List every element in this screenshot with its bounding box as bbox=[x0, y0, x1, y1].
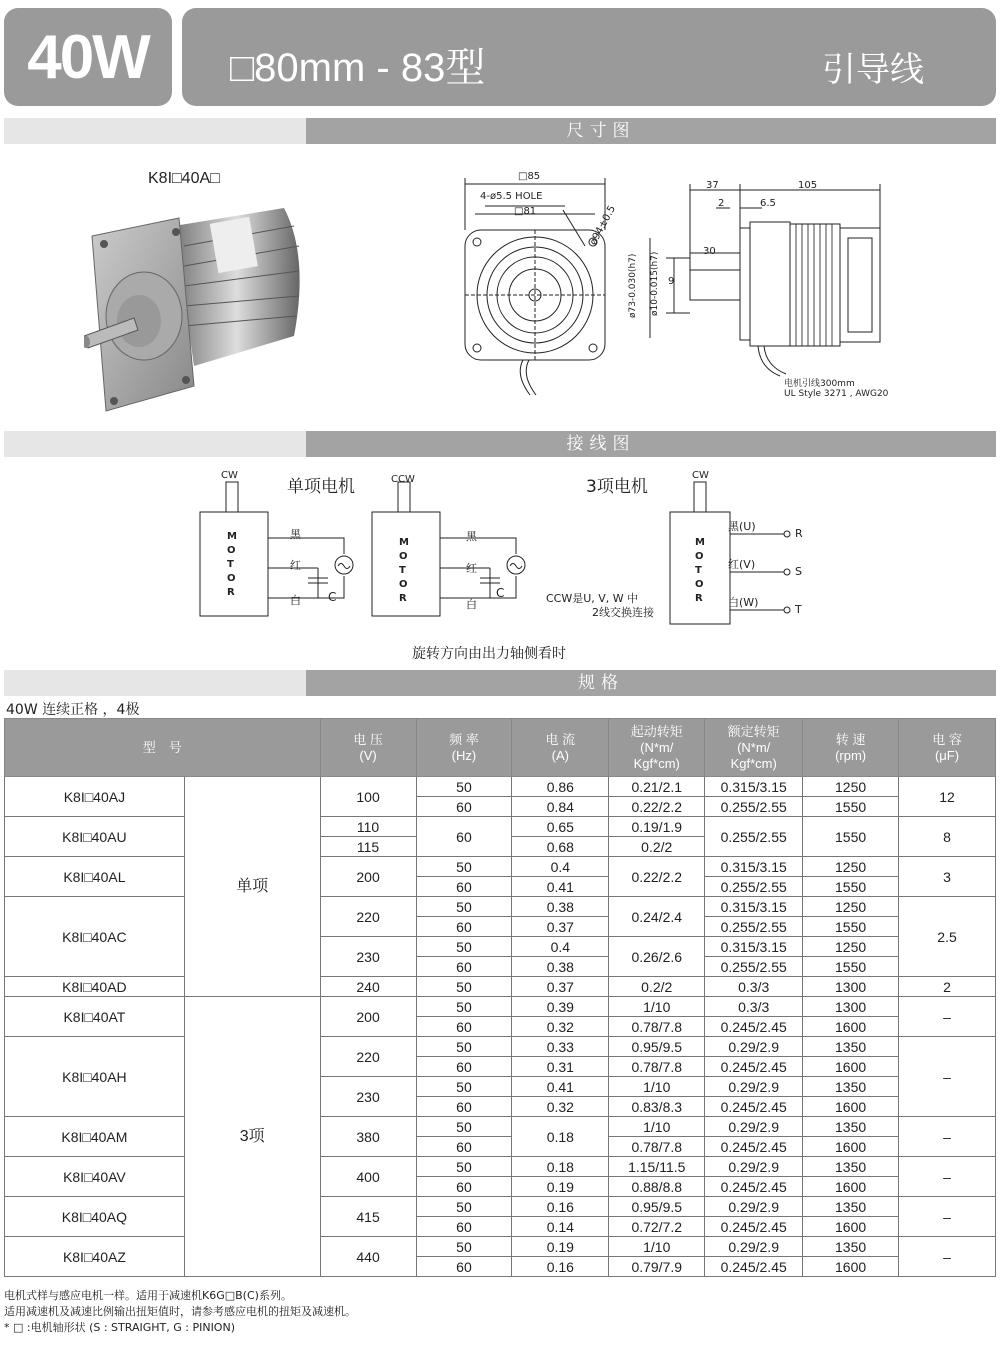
rated-torque-cell: 0.29/2.9 bbox=[705, 1157, 803, 1177]
start-torque-cell: 0.79/7.9 bbox=[609, 1257, 705, 1277]
table-row bbox=[5, 1037, 996, 1057]
table-row bbox=[5, 817, 996, 837]
table-row bbox=[5, 1117, 996, 1137]
voltage-cell: 200 bbox=[320, 997, 416, 1037]
current-cell: 0.31 bbox=[512, 1057, 609, 1077]
table-row bbox=[5, 1197, 996, 1217]
rated-torque-cell: 0.245/2.45 bbox=[705, 1137, 803, 1157]
current-cell: 0.19 bbox=[512, 1177, 609, 1197]
freq-cell: 50 bbox=[416, 1117, 512, 1137]
freq-cell: 50 bbox=[416, 1077, 512, 1097]
freq-cell: 50 bbox=[416, 1237, 512, 1257]
wire-u: 黑(U) bbox=[728, 520, 756, 533]
start-torque-cell: 0.88/8.8 bbox=[609, 1177, 705, 1197]
voltage-cell: 100 bbox=[320, 777, 416, 817]
table-header-row bbox=[5, 719, 996, 777]
current-cell: 0.16 bbox=[512, 1197, 609, 1217]
freq-cell: 60 bbox=[416, 797, 512, 817]
freq-cell: 60 bbox=[416, 917, 512, 937]
voltage-cell: 240 bbox=[320, 977, 416, 997]
current-cell: 0.14 bbox=[512, 1217, 609, 1237]
rated-torque-cell: 0.315/3.15 bbox=[705, 897, 803, 917]
th-speed: 转 速 (rpm) bbox=[803, 719, 899, 777]
freq-cell: 60 bbox=[416, 1057, 512, 1077]
speed-cell: 1550 bbox=[803, 817, 899, 857]
wire-w: 白(W) bbox=[728, 596, 759, 609]
current-cell: 0.32 bbox=[512, 1017, 609, 1037]
th-rated-torque: 额定转矩 (N*m/ Kgf*cm) bbox=[705, 719, 803, 777]
freq-cell: 60 bbox=[416, 1017, 512, 1037]
label-cw-1: CW bbox=[221, 470, 238, 481]
freq-cell: 60 bbox=[416, 877, 512, 897]
start-torque-cell: 0.22/2.2 bbox=[609, 857, 705, 897]
freq-cell: 50 bbox=[416, 1197, 512, 1217]
dim-30: 30 bbox=[703, 246, 716, 257]
start-torque-cell: 0.24/2.4 bbox=[609, 897, 705, 937]
freq-cell: 50 bbox=[416, 857, 512, 877]
rated-torque-cell: 0.29/2.9 bbox=[705, 1237, 803, 1257]
current-cell: 0.41 bbox=[512, 877, 609, 897]
dim-6-5: 6.5 bbox=[760, 198, 776, 209]
start-torque-cell: 0.78/7.8 bbox=[609, 1057, 705, 1077]
rated-torque-cell: 0.3/3 bbox=[705, 997, 803, 1017]
current-cell: 0.38 bbox=[512, 957, 609, 977]
table-row bbox=[5, 777, 996, 797]
table-row bbox=[5, 857, 996, 877]
current-cell: 0.38 bbox=[512, 897, 609, 917]
start-torque-cell: 0.95/9.5 bbox=[609, 1197, 705, 1217]
table-row bbox=[5, 897, 996, 917]
rated-torque-cell: 0.245/2.45 bbox=[705, 1017, 803, 1037]
start-torque-cell: 0.72/7.2 bbox=[609, 1217, 705, 1237]
speed-cell: 1350 bbox=[803, 1037, 899, 1057]
model-cell: K8I□40AL bbox=[5, 857, 185, 897]
current-cell: 0.37 bbox=[512, 977, 609, 997]
model-cell: K8I□40AV bbox=[5, 1157, 185, 1197]
single-phase-title: 单项电机 bbox=[287, 477, 355, 497]
th-voltage: 电 压 (V) bbox=[320, 719, 416, 777]
speed-cell: 1250 bbox=[803, 897, 899, 917]
label-ccw: CCW bbox=[391, 474, 415, 485]
model-cell: K8I□40AH bbox=[5, 1037, 185, 1117]
wiring-caption: 旋转方向由出力轴侧看时 bbox=[412, 646, 566, 662]
start-torque-cell: 0.95/9.5 bbox=[609, 1037, 705, 1057]
cap-cell: – bbox=[899, 1037, 996, 1117]
dim-dia10: ø10-0.015(h7) bbox=[650, 251, 660, 316]
speed-cell: 1350 bbox=[803, 1197, 899, 1217]
spec-subtitle: 40W 连续正格 ，4极 bbox=[6, 702, 140, 718]
section-bar-wiring bbox=[4, 431, 996, 457]
start-torque-cell: 1.15/11.5 bbox=[609, 1157, 705, 1177]
model-cell: K8I□40AQ bbox=[5, 1197, 185, 1237]
start-torque-cell: 1/10 bbox=[609, 1117, 705, 1137]
voltage-cell: 110 bbox=[320, 817, 416, 837]
start-torque-cell: 0.2/2 bbox=[609, 977, 705, 997]
freq-cell: 50 bbox=[416, 977, 512, 997]
dim-hole: 4-ø5.5 HOLE bbox=[480, 191, 543, 202]
cap-cell: – bbox=[899, 997, 996, 1037]
rated-torque-cell: 0.255/2.55 bbox=[705, 957, 803, 977]
freq-cell: 60 bbox=[416, 1257, 512, 1277]
freq-cell: 50 bbox=[416, 897, 512, 917]
dim-sq85: □85 bbox=[518, 171, 541, 182]
freq-cell: 60 bbox=[416, 1137, 512, 1157]
start-torque-cell: 1/10 bbox=[609, 1237, 705, 1257]
freq-cell: 50 bbox=[416, 777, 512, 797]
rated-torque-cell: 0.255/2.55 bbox=[705, 797, 803, 817]
type-three-cell: 3项 bbox=[184, 997, 320, 1277]
cap-cell: 2 bbox=[899, 977, 996, 997]
start-torque-cell: 0.19/1.9 bbox=[609, 817, 705, 837]
rated-torque-cell: 0.29/2.9 bbox=[705, 1197, 803, 1217]
front-view-drawing bbox=[455, 170, 625, 410]
motor-label-2: MOTOR bbox=[399, 537, 409, 604]
lead-spec: UL Style 3271 , AWG20 bbox=[784, 389, 889, 399]
wire-v: 红(V) bbox=[728, 558, 756, 571]
current-cell: 0.32 bbox=[512, 1097, 609, 1117]
freq-cell: 50 bbox=[416, 997, 512, 1017]
rated-torque-cell: 0.29/2.9 bbox=[705, 1117, 803, 1137]
current-cell: 0.18 bbox=[512, 1157, 609, 1177]
start-torque-cell: 1/10 bbox=[609, 1077, 705, 1097]
rated-torque-cell: 0.315/3.15 bbox=[705, 937, 803, 957]
speed-cell: 1350 bbox=[803, 1157, 899, 1177]
ccw-note-line1: CCW是U, V, W 中 bbox=[546, 592, 639, 605]
dim-dia73: ø73-0.030(h7) bbox=[628, 253, 638, 318]
model-cell: K8I□40AM bbox=[5, 1117, 185, 1157]
motor-photo bbox=[84, 196, 320, 418]
speed-cell: 1600 bbox=[803, 1097, 899, 1117]
wire-black-2: 黑 bbox=[466, 530, 477, 543]
rated-torque-cell: 0.29/2.9 bbox=[705, 1077, 803, 1097]
voltage-cell: 220 bbox=[320, 1037, 416, 1077]
current-cell: 0.18 bbox=[512, 1117, 609, 1157]
speed-cell: 1300 bbox=[803, 997, 899, 1017]
th-frequency: 频 率 (Hz) bbox=[416, 719, 512, 777]
table-row bbox=[5, 977, 996, 997]
rated-torque-cell: 0.255/2.55 bbox=[705, 877, 803, 897]
th-current: 电 流 (A) bbox=[512, 719, 609, 777]
freq-cell: 50 bbox=[416, 1037, 512, 1057]
speed-cell: 1250 bbox=[803, 937, 899, 957]
cap-cell: 2.5 bbox=[899, 897, 996, 977]
rated-torque-cell: 0.245/2.45 bbox=[705, 1097, 803, 1117]
speed-cell: 1600 bbox=[803, 1017, 899, 1037]
dim-sq81: □81 bbox=[514, 206, 537, 217]
rated-torque-cell: 0.245/2.45 bbox=[705, 1057, 803, 1077]
dim-105: 105 bbox=[798, 180, 818, 191]
start-torque-cell: 0.83/8.3 bbox=[609, 1097, 705, 1117]
footnote-1: 电机式样与感应电机一样。适用于减速机K6G□B(C)系列。 bbox=[4, 1289, 292, 1302]
voltage-cell: 220 bbox=[320, 897, 416, 937]
start-torque-cell: 0.2/2 bbox=[609, 837, 705, 857]
side-view-drawing bbox=[630, 178, 900, 398]
voltage-cell: 400 bbox=[320, 1157, 416, 1197]
start-torque-cell: 0.78/7.8 bbox=[609, 1137, 705, 1157]
rated-torque-cell: 0.245/2.45 bbox=[705, 1257, 803, 1277]
freq-cell: 60 bbox=[416, 957, 512, 977]
lead-length: 电机引线300mm bbox=[784, 379, 855, 389]
wire-red-2: 红 bbox=[466, 562, 477, 575]
current-cell: 0.4 bbox=[512, 937, 609, 957]
cap-cell: – bbox=[899, 1117, 996, 1157]
photo-label: K8I□40A□ bbox=[148, 170, 220, 187]
wire-white-1: 白 bbox=[290, 594, 301, 607]
freq-cell: 60 bbox=[416, 1177, 512, 1197]
th-model: 型 号 bbox=[5, 719, 321, 777]
terminal-t: T bbox=[795, 603, 802, 616]
voltage-cell: 230 bbox=[320, 1077, 416, 1117]
cap-cell: – bbox=[899, 1197, 996, 1237]
th-start-torque: 起动转矩 (N*m/ Kgf*cm) bbox=[609, 719, 705, 777]
current-cell: 0.41 bbox=[512, 1077, 609, 1097]
model-cell: K8I□40AC bbox=[5, 897, 185, 977]
cap-cell: 3 bbox=[899, 857, 996, 897]
freq-cell: 60 bbox=[416, 1217, 512, 1237]
model-cell: K8I□40AZ bbox=[5, 1237, 185, 1277]
cap-label-2: C bbox=[496, 586, 505, 600]
cap-label-1: C bbox=[328, 590, 337, 604]
start-torque-cell: 0.78/7.8 bbox=[609, 1017, 705, 1037]
current-cell: 0.86 bbox=[512, 777, 609, 797]
current-cell: 0.19 bbox=[512, 1237, 609, 1257]
speed-cell: 1600 bbox=[803, 1057, 899, 1077]
motor-label-3: MOTOR bbox=[695, 537, 705, 604]
current-cell: 0.37 bbox=[512, 917, 609, 937]
speed-cell: 1250 bbox=[803, 777, 899, 797]
start-torque-cell: 0.22/2.2 bbox=[609, 797, 705, 817]
speed-cell: 1550 bbox=[803, 957, 899, 977]
speed-cell: 1550 bbox=[803, 917, 899, 937]
speed-cell: 1300 bbox=[803, 977, 899, 997]
header-right-label: 引导线 bbox=[822, 50, 924, 90]
model-cell: K8I□40AU bbox=[5, 817, 185, 857]
current-cell: 0.4 bbox=[512, 857, 609, 877]
dim-37: 37 bbox=[706, 180, 719, 191]
three-phase-title: 3项电机 bbox=[586, 477, 648, 497]
voltage-cell: 200 bbox=[320, 857, 416, 897]
table-row bbox=[5, 1157, 996, 1177]
power-badge bbox=[4, 8, 172, 106]
wire-black-1: 黑 bbox=[290, 528, 301, 541]
wire-white-2: 白 bbox=[466, 598, 477, 611]
label-cw-3: CW bbox=[692, 470, 709, 481]
table-row bbox=[5, 1237, 996, 1257]
freq-cell: 60 bbox=[416, 1097, 512, 1117]
voltage-cell: 230 bbox=[320, 937, 416, 977]
wire-red-1: 红 bbox=[290, 559, 301, 572]
section-title-dimensions: 尺寸图 bbox=[306, 118, 996, 144]
header-bar bbox=[182, 8, 996, 106]
speed-cell: 1550 bbox=[803, 797, 899, 817]
speed-cell: 1600 bbox=[803, 1177, 899, 1197]
speed-cell: 1250 bbox=[803, 857, 899, 877]
dim-9: 9 bbox=[668, 276, 675, 287]
cap-cell: – bbox=[899, 1237, 996, 1277]
terminal-s: S bbox=[795, 565, 802, 578]
rated-torque-cell: 0.315/3.15 bbox=[705, 777, 803, 797]
model-cell: K8I□40AT bbox=[5, 997, 185, 1037]
dim-dia94: ø94±0.5 bbox=[588, 203, 618, 248]
current-cell: 0.84 bbox=[512, 797, 609, 817]
freq-cell: 50 bbox=[416, 1157, 512, 1177]
page-title: □80mm - 83型 bbox=[230, 46, 486, 90]
speed-cell: 1350 bbox=[803, 1077, 899, 1097]
table-row bbox=[5, 997, 996, 1017]
speed-cell: 1600 bbox=[803, 1217, 899, 1237]
ccw-note-line2: 2线交换连接 bbox=[592, 606, 654, 619]
speed-cell: 1600 bbox=[803, 1137, 899, 1157]
freq-cell: 50 bbox=[416, 937, 512, 957]
freq-cell: 60 bbox=[416, 817, 512, 857]
start-torque-cell: 1/10 bbox=[609, 997, 705, 1017]
section-title-spec: 规格 bbox=[306, 670, 996, 696]
speed-cell: 1350 bbox=[803, 1117, 899, 1137]
model-cell: K8I□40AJ bbox=[5, 777, 185, 817]
current-cell: 0.39 bbox=[512, 997, 609, 1017]
start-torque-cell: 0.26/2.6 bbox=[609, 937, 705, 977]
section-bar-spec bbox=[4, 670, 996, 696]
spec-table bbox=[4, 718, 996, 1277]
current-cell: 0.68 bbox=[512, 837, 609, 857]
rated-torque-cell: 0.315/3.15 bbox=[705, 857, 803, 877]
type-single-cell: 单项 bbox=[184, 777, 320, 997]
speed-cell: 1550 bbox=[803, 877, 899, 897]
cap-cell: – bbox=[899, 1157, 996, 1197]
cap-cell: 12 bbox=[899, 777, 996, 817]
voltage-cell: 115 bbox=[320, 837, 416, 857]
voltage-cell: 440 bbox=[320, 1237, 416, 1277]
rated-torque-cell: 0.245/2.45 bbox=[705, 1177, 803, 1197]
current-cell: 0.65 bbox=[512, 817, 609, 837]
rated-torque-cell: 0.29/2.9 bbox=[705, 1037, 803, 1057]
motor-label-1: MOTOR bbox=[227, 531, 237, 598]
wiring-diagram bbox=[190, 470, 840, 640]
footnote-2: 适用减速机及减速比例输出扭矩值时，请参考感应电机的扭矩及减速机。 bbox=[4, 1305, 356, 1318]
current-cell: 0.16 bbox=[512, 1257, 609, 1277]
dim-2: 2 bbox=[718, 198, 725, 209]
section-bar-dimensions bbox=[4, 118, 996, 144]
power-badge-text: 40W bbox=[27, 22, 149, 92]
voltage-cell: 415 bbox=[320, 1197, 416, 1237]
speed-cell: 1350 bbox=[803, 1237, 899, 1257]
rated-torque-cell: 0.255/2.55 bbox=[705, 917, 803, 937]
footnote-3: * □ :电机轴形状 (S : STRAIGHT, G : PINION) bbox=[4, 1321, 235, 1334]
rated-torque-cell: 0.245/2.45 bbox=[705, 1217, 803, 1237]
current-cell: 0.33 bbox=[512, 1037, 609, 1057]
voltage-cell: 380 bbox=[320, 1117, 416, 1157]
speed-cell: 1600 bbox=[803, 1257, 899, 1277]
th-capacitor: 电 容 (μF) bbox=[899, 719, 996, 777]
section-title-wiring: 接线图 bbox=[306, 431, 996, 457]
rated-torque-cell: 0.3/3 bbox=[705, 977, 803, 997]
terminal-r: R bbox=[795, 527, 803, 540]
model-cell: K8I□40AD bbox=[5, 977, 185, 997]
start-torque-cell: 0.21/2.1 bbox=[609, 777, 705, 797]
cap-cell: 8 bbox=[899, 817, 996, 857]
rated-torque-cell: 0.255/2.55 bbox=[705, 817, 803, 857]
